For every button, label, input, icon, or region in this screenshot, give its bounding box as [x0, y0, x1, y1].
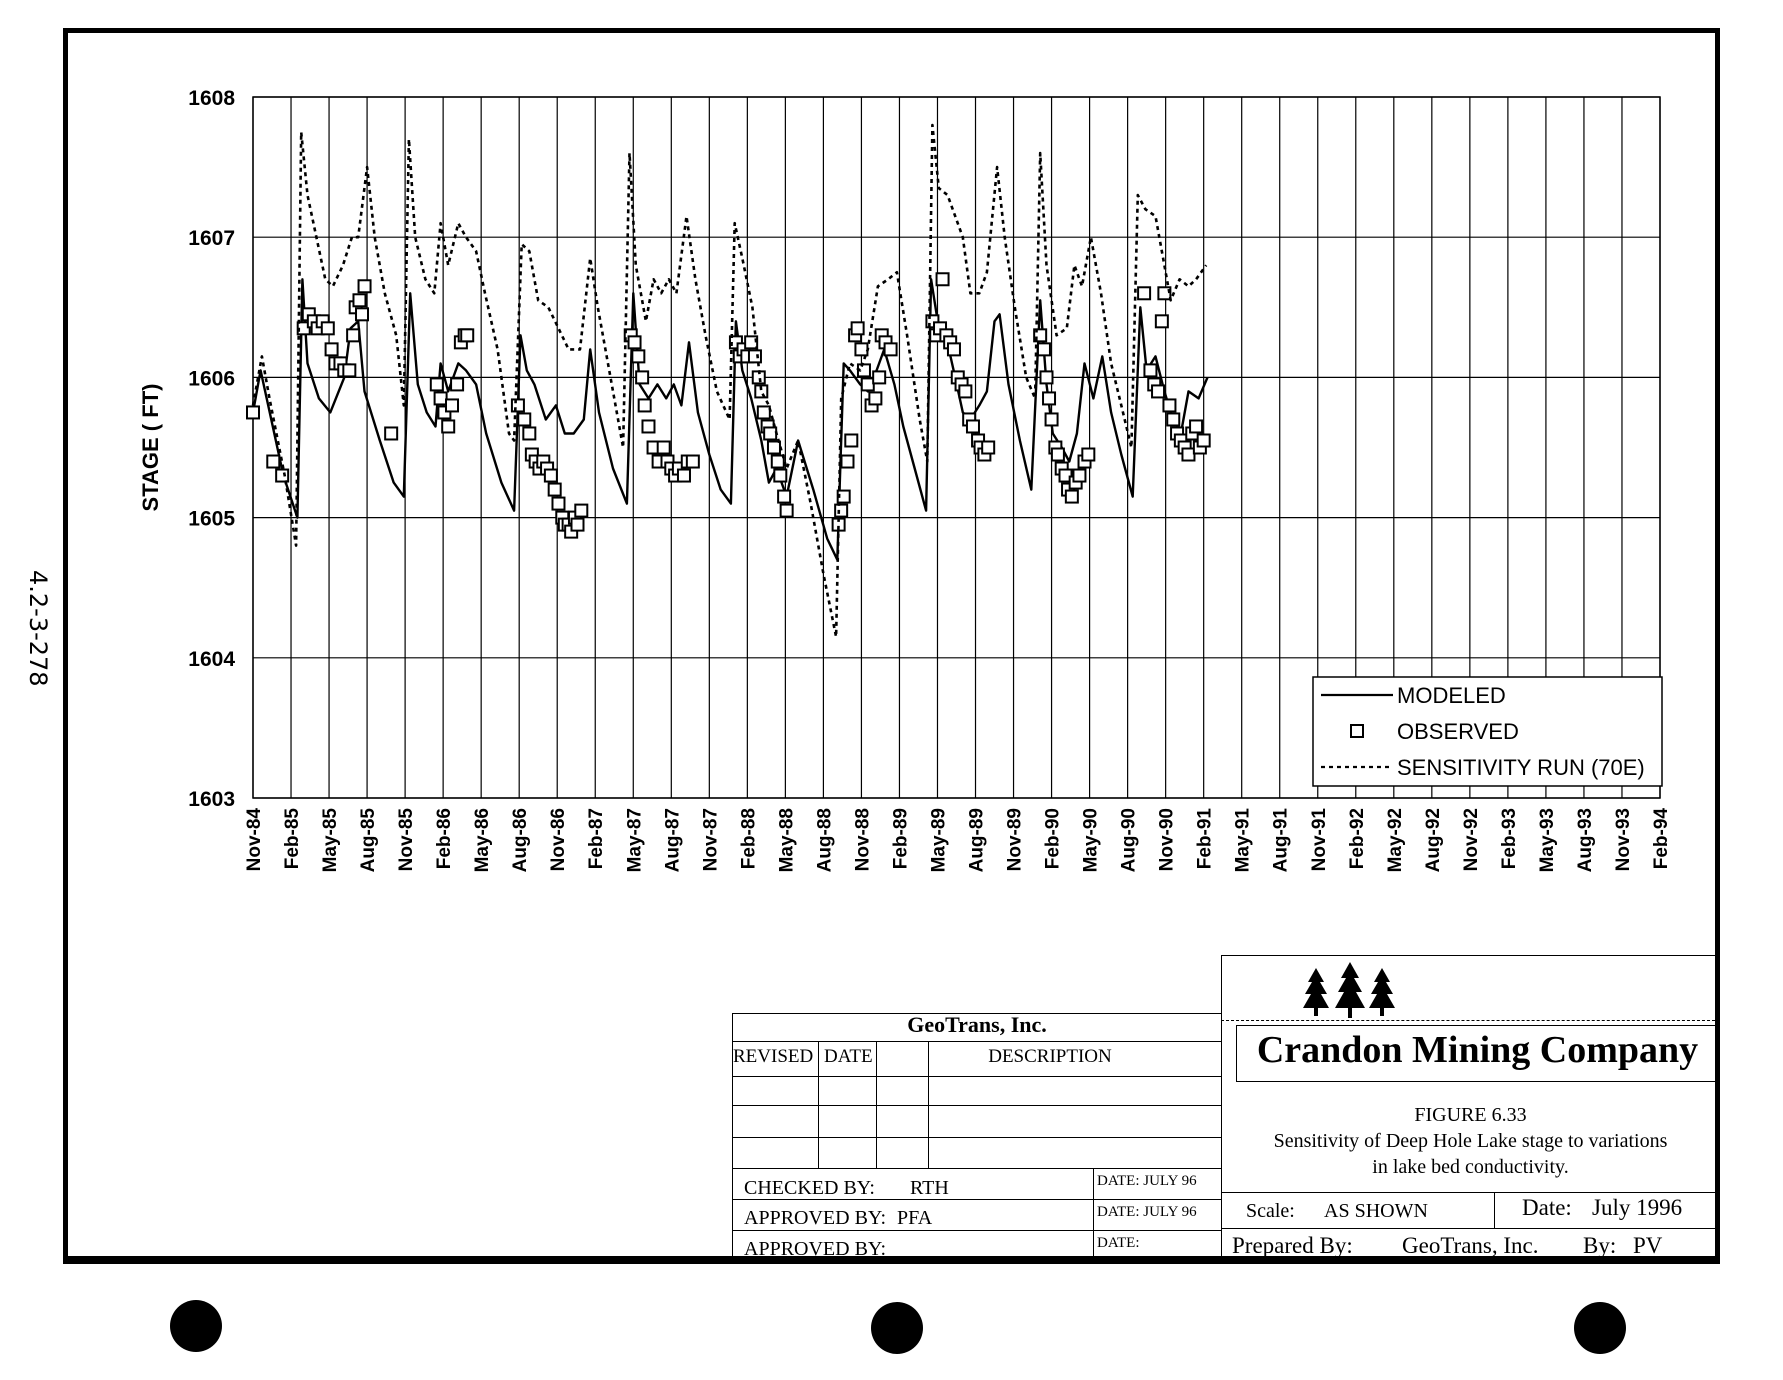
observed-point	[749, 350, 761, 362]
by-label: By:	[1583, 1233, 1617, 1258]
observed-point	[431, 378, 443, 390]
scale-label: Scale:	[1246, 1200, 1295, 1222]
tree-logo-icon	[1300, 962, 1400, 1024]
x-tick-label: May-87	[624, 808, 646, 873]
figure-caption-line-1: Sensitivity of Deep Hole Lake stage to variations	[1273, 1130, 1668, 1152]
x-tick-label: Feb-85	[282, 808, 304, 870]
rev-line-2	[732, 1076, 1222, 1077]
x-tick-label: Aug-92	[1422, 808, 1444, 873]
x-tick-label: Feb-94	[1651, 808, 1672, 870]
x-tick-label: May-86	[472, 808, 494, 873]
observed-point	[678, 470, 690, 482]
observed-point	[1138, 287, 1150, 299]
binder-hole-left	[170, 1300, 222, 1352]
col-date: DATE	[824, 1046, 873, 1067]
x-tick-label: Feb-87	[586, 808, 608, 870]
observed-point	[1163, 399, 1175, 411]
binder-hole-right	[1574, 1302, 1626, 1354]
x-tick-label: Feb-91	[1194, 808, 1216, 870]
x-tick-label: Nov-91	[1308, 808, 1330, 872]
checked-by-label: CHECKED BY:	[744, 1177, 875, 1199]
observed-point	[774, 470, 786, 482]
observed-point	[1190, 420, 1202, 432]
y-tick-label: 1608	[188, 87, 235, 110]
observed-point	[869, 392, 881, 404]
legend-label: OBSERVED	[1397, 719, 1519, 744]
binder-hole-center	[871, 1302, 923, 1354]
observed-point	[1182, 449, 1194, 461]
x-tick-label: Aug-90	[1118, 808, 1140, 873]
observed-point	[571, 519, 583, 531]
observed-point	[1038, 343, 1050, 355]
observed-point	[1040, 371, 1052, 383]
observed-point	[937, 273, 949, 285]
chart-series	[247, 125, 1210, 637]
observed-point	[781, 505, 793, 517]
observed-point	[873, 371, 885, 383]
checked-date: DATE: JULY 96	[1097, 1173, 1197, 1189]
observed-point	[982, 442, 994, 454]
approved-by2-label: APPROVED BY:	[744, 1238, 887, 1260]
observed-point	[442, 420, 454, 432]
x-tick-label: Nov-88	[852, 808, 874, 872]
rev-line-1	[732, 1041, 1222, 1042]
observed-point	[772, 456, 784, 468]
x-tick-label: Aug-85	[358, 808, 380, 873]
x-tick-label: Nov-92	[1460, 808, 1482, 872]
observed-point	[758, 406, 770, 418]
chart-legend	[1313, 677, 1662, 786]
observed-point	[1156, 315, 1168, 327]
scale-value: AS SHOWN	[1324, 1200, 1428, 1222]
rev-line-7	[732, 1230, 1222, 1231]
legend-marker-observed	[1351, 725, 1363, 737]
observed-point	[326, 343, 338, 355]
observed-point	[632, 350, 644, 362]
rev-line-5	[732, 1168, 1222, 1169]
approved-by-label: APPROVED BY:	[744, 1207, 887, 1229]
observed-point	[855, 343, 867, 355]
x-tick-label: Feb-89	[890, 808, 912, 870]
observed-point	[658, 442, 670, 454]
figure-caption-line-2: in lake bed conductivity.	[1372, 1156, 1569, 1178]
x-tick-label: Nov-86	[548, 808, 570, 872]
x-tick-label: Aug-88	[814, 808, 836, 873]
observed-point	[451, 378, 463, 390]
date-value: July 1996	[1592, 1195, 1683, 1220]
observed-point	[639, 399, 651, 411]
page-number: 4.2-3-278	[24, 570, 52, 687]
x-tick-label: Nov-89	[1004, 808, 1026, 872]
observed-point	[322, 322, 334, 334]
observed-point	[1198, 434, 1210, 446]
checked-by-value: RTH	[910, 1177, 949, 1199]
observed-point	[764, 427, 776, 439]
sensitivity-run-line	[253, 125, 1206, 637]
observed-point	[267, 456, 279, 468]
x-tick-label: Nov-90	[1156, 808, 1178, 872]
y-tick-label: 1606	[188, 367, 235, 391]
observed-point	[1052, 449, 1064, 461]
observed-point	[347, 329, 359, 341]
observed-point	[642, 420, 654, 432]
observed-point	[885, 343, 897, 355]
x-tick-label: May-93	[1536, 808, 1558, 873]
observed-point	[948, 343, 960, 355]
y-tick-label: 1604	[188, 647, 235, 671]
client-line-prepared	[1221, 1228, 1720, 1229]
observed-point	[1144, 364, 1156, 376]
x-tick-label: May-85	[320, 808, 342, 873]
observed-point	[552, 498, 564, 510]
observed-point	[461, 329, 473, 341]
x-tick-label: Nov-87	[700, 808, 722, 872]
observed-point	[636, 371, 648, 383]
rev-line-4	[732, 1137, 1222, 1138]
x-tick-label: Feb-88	[738, 808, 760, 870]
client-col-date	[1494, 1192, 1495, 1228]
col-description: DESCRIPTION	[988, 1046, 1112, 1067]
observed-point	[435, 392, 447, 404]
prepared-by-label: Prepared By:	[1232, 1233, 1353, 1258]
observed-point	[545, 470, 557, 482]
rev-col-3	[928, 1041, 929, 1168]
x-tick-label: Feb-93	[1498, 808, 1520, 870]
observed-point	[687, 456, 699, 468]
x-tick-label: Nov-93	[1612, 808, 1634, 872]
x-tick-label: Aug-89	[966, 808, 988, 873]
observed-point	[549, 484, 561, 496]
y-tick-label: 1607	[188, 227, 235, 251]
observed-point	[523, 427, 535, 439]
y-tick-label: 1603	[188, 788, 235, 811]
observed-point	[512, 399, 524, 411]
x-tick-label: Aug-86	[510, 808, 532, 873]
observed-point	[629, 336, 641, 348]
observed-point	[852, 322, 864, 334]
observed-point	[845, 434, 857, 446]
rev-line-3	[732, 1105, 1222, 1106]
observed-point	[1066, 491, 1078, 503]
x-axis	[244, 808, 1672, 873]
x-tick-label: Feb-90	[1042, 808, 1064, 870]
legend-label: SENSITIVITY RUN (70E)	[1397, 755, 1645, 780]
geotrans-heading: GeoTrans, Inc.	[907, 1012, 1047, 1037]
observed-point	[575, 505, 587, 517]
rev-col-2	[876, 1041, 877, 1168]
observed-point	[353, 294, 365, 306]
approved-by-value: PFA	[897, 1207, 933, 1229]
y-tick-label: 1605	[188, 507, 235, 531]
observed-point	[359, 280, 371, 292]
observed-point	[1073, 470, 1085, 482]
x-tick-label: May-89	[928, 808, 950, 873]
by-value: PV	[1633, 1233, 1663, 1258]
x-tick-label: Nov-85	[396, 808, 418, 872]
observed-point	[343, 364, 355, 376]
y-axis	[138, 87, 235, 811]
observed-point	[768, 442, 780, 454]
legend-label: MODELED	[1397, 683, 1506, 708]
figure-number: FIGURE 6.33	[1414, 1104, 1527, 1126]
client-line-scale	[1221, 1192, 1720, 1193]
observed-point	[276, 470, 288, 482]
x-tick-label: Aug-93	[1574, 808, 1596, 873]
observed-point	[446, 399, 458, 411]
approved-date2: DATE:	[1097, 1235, 1140, 1251]
observed-point	[967, 420, 979, 432]
date-label: Date:	[1522, 1195, 1572, 1220]
observed-point	[1158, 287, 1170, 299]
observed-point	[841, 456, 853, 468]
approved-date: DATE: JULY 96	[1097, 1204, 1197, 1220]
client-name: Crandon Mining Company	[1256, 1029, 1699, 1071]
rev-col-1	[818, 1041, 819, 1168]
observed-point	[1167, 413, 1179, 425]
col-revised: REVISED	[733, 1046, 814, 1067]
observed-point	[247, 406, 259, 418]
observed-point	[1152, 385, 1164, 397]
x-tick-label: Aug-91	[1270, 808, 1292, 873]
prepared-by-value: GeoTrans, Inc.	[1402, 1233, 1539, 1258]
x-tick-label: Aug-87	[662, 808, 684, 873]
observed-point	[1046, 413, 1058, 425]
x-tick-label: Feb-92	[1346, 808, 1368, 870]
x-tick-label: Feb-86	[434, 808, 456, 870]
observed-point	[1082, 449, 1094, 461]
observed-point	[356, 308, 368, 320]
observed-point	[1043, 392, 1055, 404]
x-tick-label: May-91	[1232, 808, 1254, 873]
x-tick-label: May-90	[1080, 808, 1102, 873]
x-tick-label: Nov-84	[244, 808, 265, 872]
y-axis-title: STAGE ( FT)	[138, 383, 163, 512]
observed-point	[385, 427, 397, 439]
rev-col-4	[1093, 1168, 1094, 1262]
observed-point	[959, 385, 971, 397]
observed-point	[835, 505, 847, 517]
x-tick-label: May-88	[776, 808, 798, 873]
observed-point	[518, 413, 530, 425]
client-line-top	[1221, 1020, 1720, 1021]
observed-point	[778, 491, 790, 503]
observed-point	[862, 378, 874, 390]
x-tick-label: May-92	[1384, 808, 1406, 873]
